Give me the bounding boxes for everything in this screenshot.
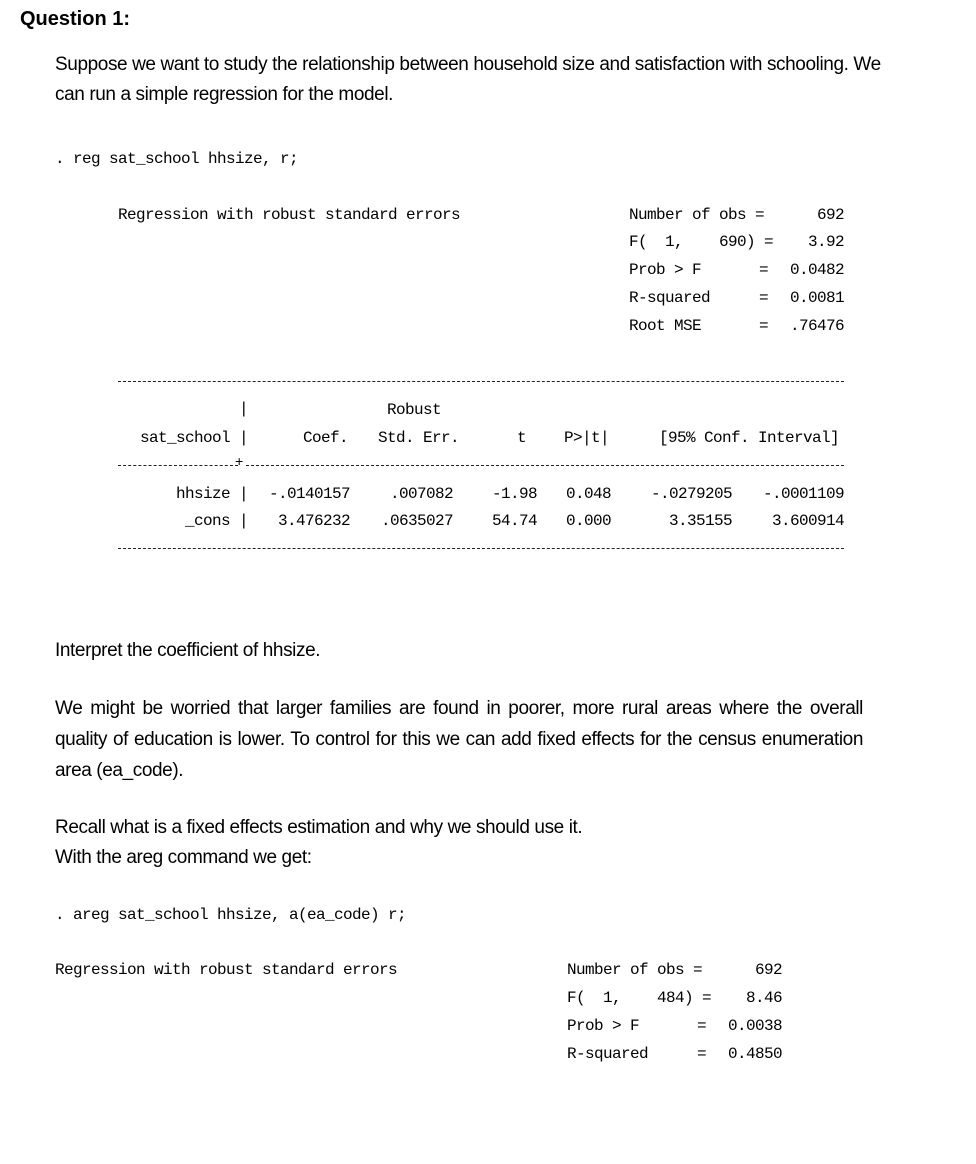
areg-stat-value-probf: 0.0038 (727, 1017, 782, 1035)
areg-stat-eq-rsq: = (697, 1045, 707, 1063)
header-robust: Robust (387, 401, 442, 419)
stat-label-rootmse: Root MSE (629, 317, 702, 335)
areg-stat-label-rsq: R-squared (567, 1045, 649, 1063)
stat-eq-rsq: = (759, 289, 769, 307)
stat-label-probf: Prob > F (629, 261, 702, 279)
areg-title: Regression with robust standard errors (55, 961, 398, 979)
header-t: t (517, 429, 527, 447)
header-sep: | (239, 400, 249, 418)
reg-command: . reg sat_school hhsize, r; (55, 150, 299, 168)
row-var-hhsize: hhsize (175, 485, 230, 503)
row-t: -1.98 (491, 485, 537, 503)
stat-value-nobs: 692 (816, 206, 844, 224)
header-p: P>|t| (564, 429, 610, 447)
stat-label-f: F( 1, 690) = (629, 233, 774, 251)
stat-label-nobs: Number of obs = (629, 206, 765, 224)
header-stderr: Std. Err. (378, 429, 460, 447)
row-coef: -.0140157 (268, 485, 350, 503)
areg-stat-value-rsq: 0.4850 (727, 1045, 782, 1063)
header-sep: | (239, 512, 249, 530)
row-t: 54.74 (491, 512, 537, 530)
table-rule-top (118, 381, 844, 382)
table-rule-mid-right (246, 465, 844, 466)
stat-eq-rootmse: = (759, 317, 769, 335)
row-coef: 3.476232 (277, 512, 350, 530)
intro-line-2: can run a simple regression for the model. (55, 84, 394, 105)
stat-eq-probf: = (759, 261, 769, 279)
reg-title: Regression with robust standard errors (118, 206, 461, 224)
areg-stat-value-f: 8.46 (745, 989, 782, 1007)
header-ci: [95% Conf. Interval] (659, 429, 840, 447)
row-var-cons: _cons (184, 512, 230, 530)
question-heading: Question 1: (20, 8, 131, 30)
header-sep: | (239, 429, 249, 447)
row-se: .007082 (389, 485, 453, 503)
worry-paragraph: We might be worried that larger families are found in poorer, more rural areas where the overall quality of education is lower. To control for this we can add fixed effects for the census enumeration area (ea_code). (55, 698, 863, 781)
interpret-question: Interpret the coefficient of hhsize. (55, 640, 321, 661)
areg-command: . areg sat_school hhsize, a(ea_code) r; (55, 906, 407, 924)
table-rule-junction: + (235, 455, 243, 471)
row-ci-hi: -.0001109 (762, 485, 844, 503)
stat-label-rsq: R-squared (629, 289, 711, 307)
header-coef: Coef. (303, 429, 349, 447)
areg-stat-eq-probf: = (697, 1017, 707, 1035)
areg-stat-label-f: F( 1, 484) = (567, 989, 712, 1007)
header-sep: | (239, 485, 249, 503)
row-ci-lo: -.0279205 (650, 485, 732, 503)
areg-stat-label-probf: Prob > F (567, 1017, 640, 1035)
intro-line-1: Suppose we want to study the relationship between household size and satisfaction with schooling. We (55, 54, 881, 75)
areg-stat-value-nobs: 692 (754, 961, 782, 979)
stat-value-probf: 0.0482 (789, 261, 844, 279)
row-se: .0635027 (380, 512, 453, 530)
row-p: 0.000 (565, 512, 611, 530)
stat-value-f: 3.92 (807, 233, 844, 251)
header-depvar: sat_school (139, 429, 230, 447)
recall-line-1: Recall what is a fixed effects estimation and why we should use it. (55, 817, 583, 838)
areg-stat-label-nobs: Number of obs = (567, 961, 703, 979)
row-p: 0.048 (565, 485, 611, 503)
table-rule-mid-left (118, 465, 238, 466)
table-rule-bottom (118, 548, 844, 549)
row-ci-lo: 3.35155 (668, 512, 732, 530)
stat-value-rsq: 0.0081 (789, 289, 844, 307)
stat-value-rootmse: .76476 (789, 317, 844, 335)
recall-line-2: With the areg command we get: (55, 847, 312, 868)
row-ci-hi: 3.600914 (771, 512, 844, 530)
